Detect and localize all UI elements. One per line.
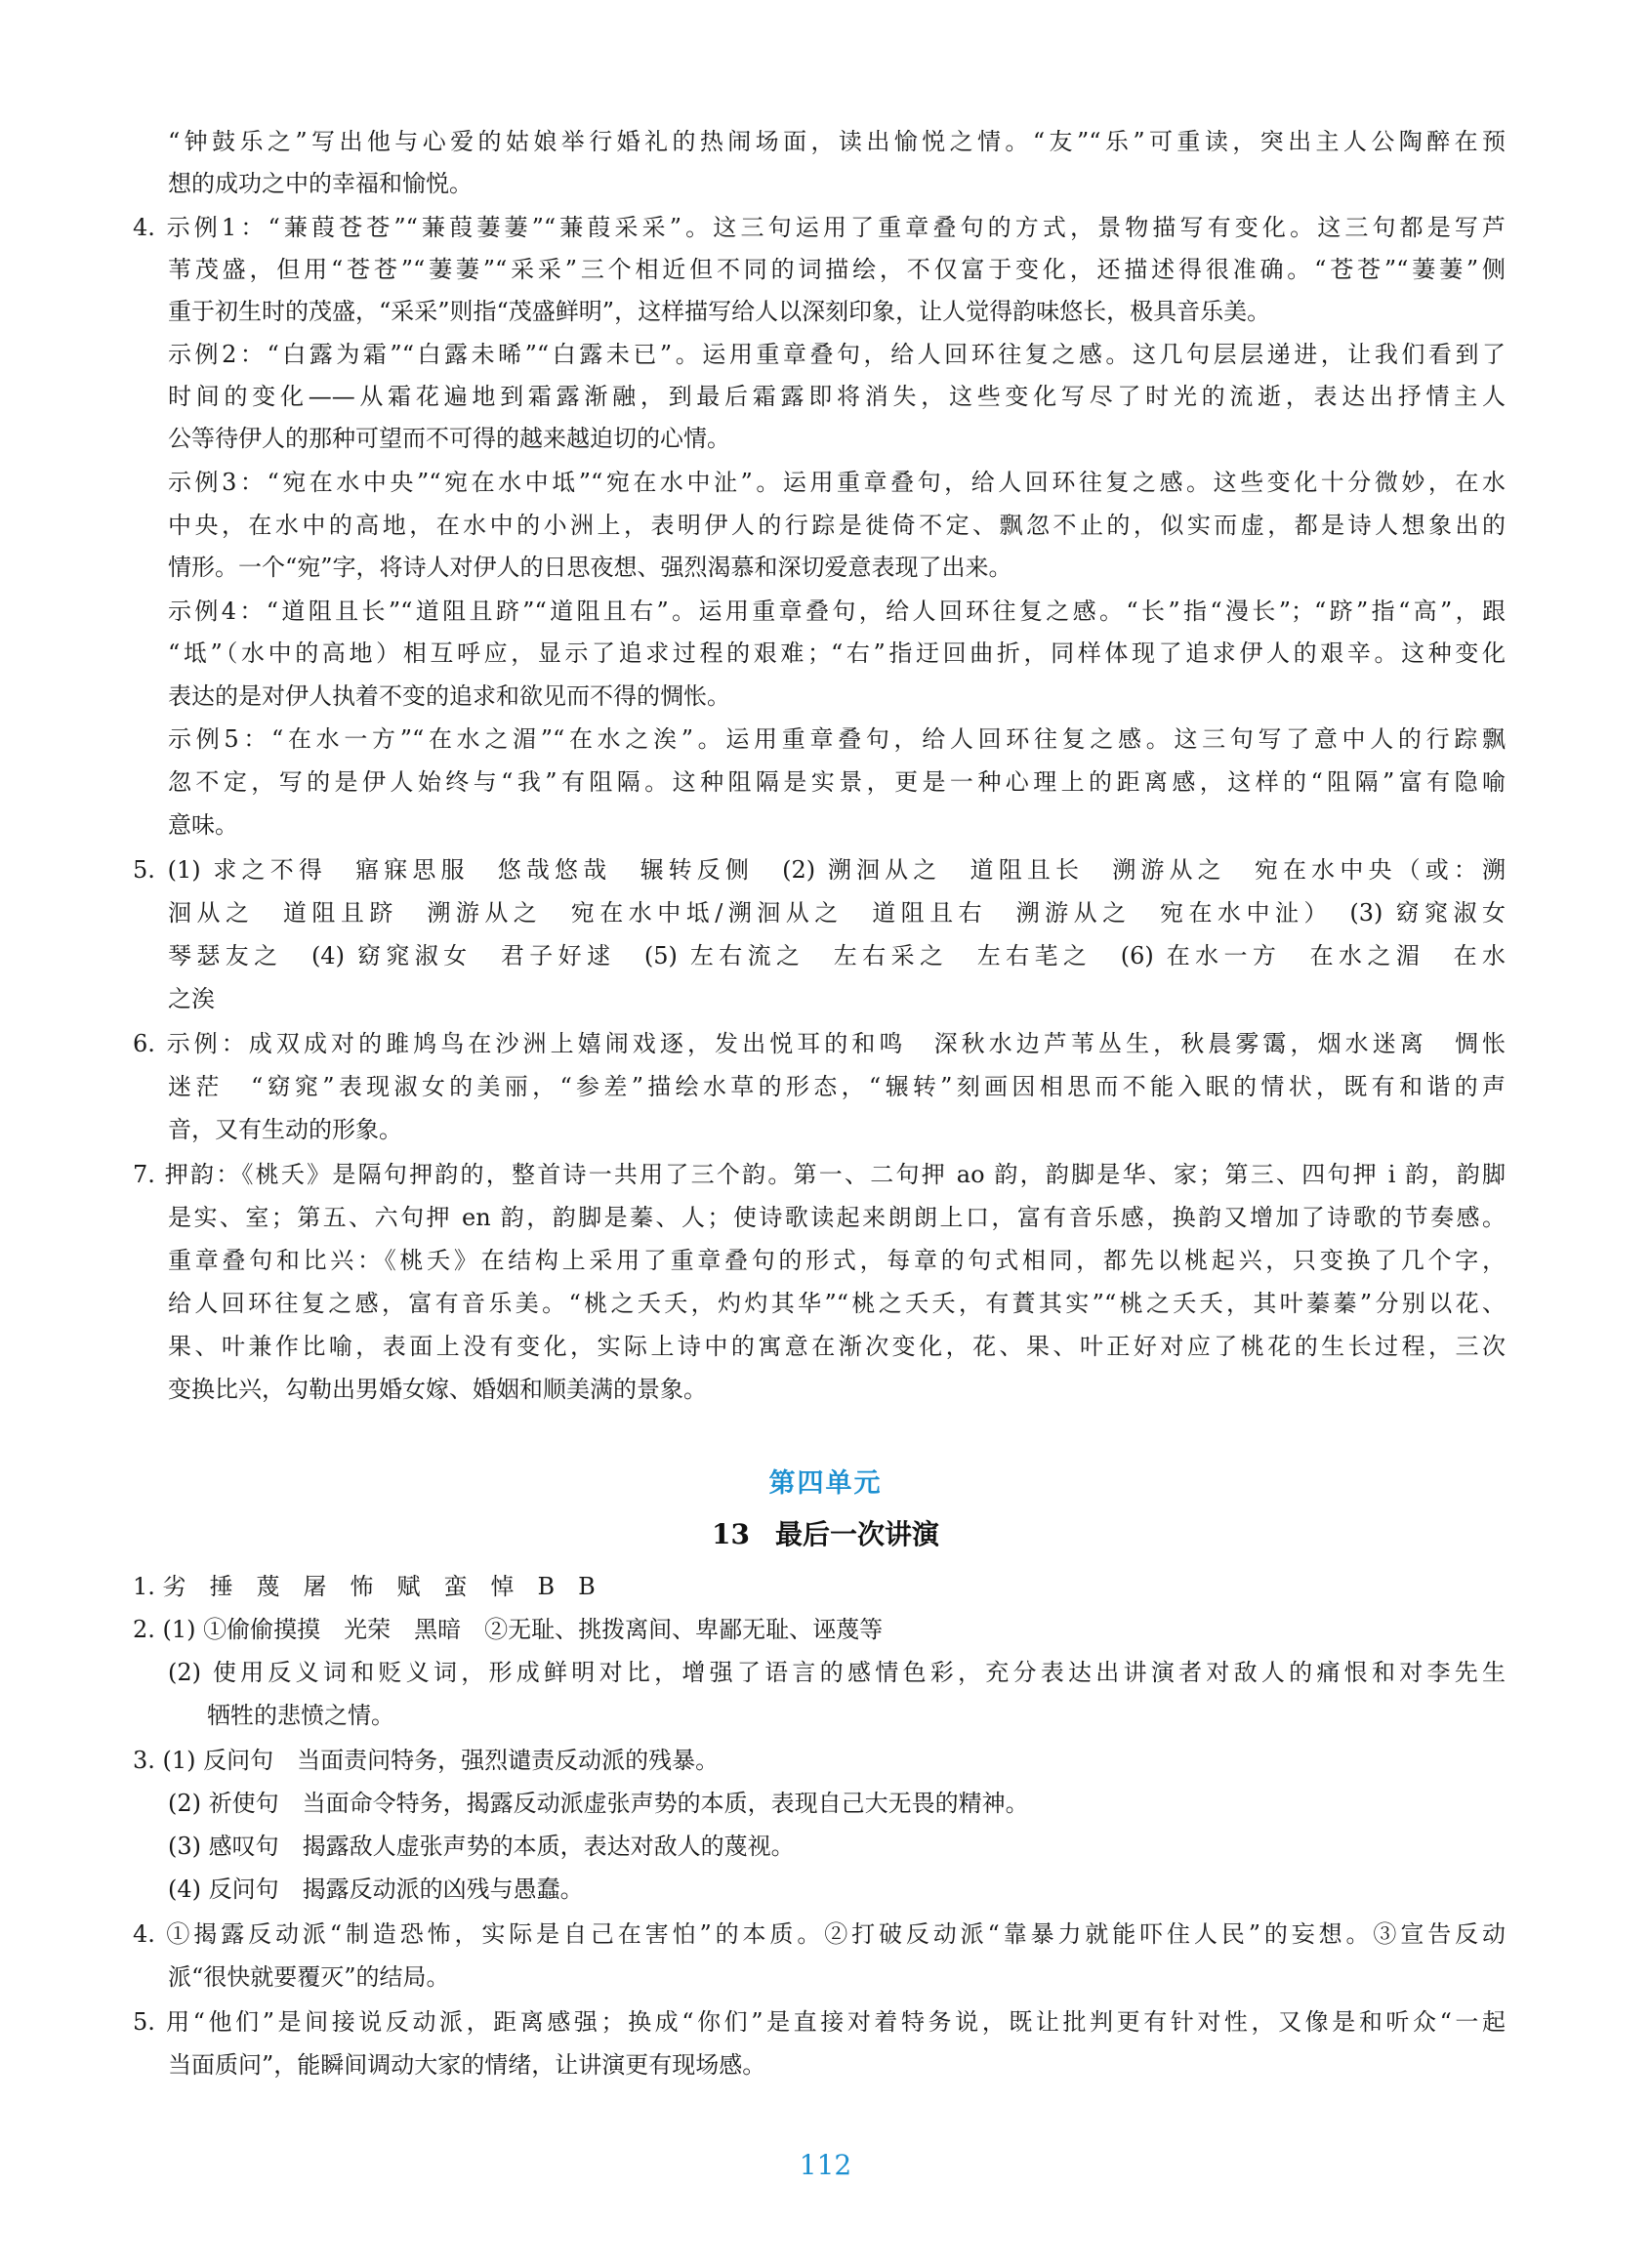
lesson-number: 13 [712,1518,750,1550]
text-line: (2) 使用反义词和贬义词，形成鲜明对比，增强了语言的感情色彩，充分表达出讲演者对敌人的痛恨和对李先生 [168,1659,1506,1686]
text-line: 重于初生时的茂盛，“采采”则指“茂盛鲜明”，这样描写给人以深刻印象，让人觉得韵味悠长，极具音乐美。 [168,298,1271,325]
text-line: 表达的是对伊人执着不变的追求和欲见而不得的惆怅。 [168,682,730,710]
text-line: 2. (1) ①偷偷摸摸 光荣 黑暗 ②无耻、挑拨离间、卑鄙无耻、诬蔑等 [133,1616,884,1643]
page-number: 112 [799,2149,852,2181]
text-line: 给人回环往复之感，富有音乐美。“桃之夭夭，灼灼其华”“桃之夭夭，有蕡其实”“桃之夭夭，其叶蓁蓁”分别以花、 [168,1290,1506,1317]
text-line: 苇茂盛，但用“苍苍”“萋萋”“采采”三个相近但不同的词描绘，不仅富于变化，还描述得很准确。“苍苍”“萋萋”侧 [168,256,1506,283]
text-line: 情形。一个“宛”字，将诗人对伊人的日思夜想、强烈渴慕和深切爱意表现了出来。 [168,554,1012,581]
text-line: 派“很快就要覆灭”的结局。 [168,1963,450,1991]
text-line: 变换比兴，勾勒出男婚女嫁、婚姻和顺美满的景象。 [168,1376,707,1403]
text-line: 时间的变化——从霜花遍地到霜露渐融，到最后霜露即将消失，这些变化写尽了时光的流逝，表达出抒情主人 [168,383,1506,410]
lesson-name: 最后一次讲演 [774,1518,939,1550]
text-line: 当面质问”，能瞬间调动大家的情绪，让讲演更有现场感。 [168,2051,766,2079]
text-line: 4. 示例1：“蒹葭苍苍”“蒹葭萋萋”“蒹葭采采”。这三句运用了重章叠句的方式，景物描写有变化。这三句都是写芦 [133,214,1506,241]
text-line: 果、叶兼作比喻，表面上没有变化，实际上诗中的寓意在渐次变化，花、果、叶正好对应了桃花的生长过程，三次 [168,1333,1506,1360]
text-line: 6. 示例：成双成对的雎鸠鸟在沙洲上嬉闹戏逐，发出悦耳的和鸣 深秋水边芦苇丛生，秋晨雾霭，烟水迷离 惆怅 [133,1030,1506,1057]
text-line: 迷茫 “窈窕”表现淑女的美丽，“参差”描绘水草的形态，“辗转”刻画因相思而不能入眠的情状，既有和谐的声 [168,1073,1506,1100]
text-line: 意味。 [168,811,238,839]
text-line: 1. 劣 捶 蔑 屠 怖 赋 蛮 悼 B B [133,1573,596,1600]
text-line: 5. (1) 求之不得 寤寐思服 悠哉悠哉 辗转反侧 (2) 溯洄从之 道阻且长 溯游从之 宛在水中央（或：溯 [133,856,1506,884]
text-line: 示例2：“白露为霜”“白露未晞”“白露未已”。运用重章叠句，给人回环往复之感。这几句层层递进，让我们看到了 [168,341,1506,368]
text-line: “钟鼓乐之”写出他与心爱的姑娘举行婚礼的热闹场面，读出愉悦之情。“友”“乐”可重读，突出主人公陶醉在预 [168,128,1506,155]
text-line: 4. ①揭露反动派“制造恐怖，实际是自己在害怕”的本质。②打破反动派“靠暴力就能吓住人民”的妄想。③宣告反动 [133,1920,1506,1948]
text-line: 之涘 [168,985,215,1012]
text-line: “坻”（水中的高地）相互呼应，显示了追求过程的艰难；“右”指迂回曲折，同样体现了追求伊人的艰辛。这种变化 [168,639,1506,667]
text-line: 7. 押韵：《桃夭》是隔句押韵的，整首诗一共用了三个韵。第一、二句押 ao 韵，韵脚是华、家；第三、四句押 i 韵，韵脚 [133,1161,1506,1188]
text-line: 中央，在水中的高地，在水中的小洲上，表明伊人的行踪是徙倚不定、飘忽不止的，似实而虚，都是诗人想象出的 [168,512,1506,539]
text-line: (4) 反问句 揭露反动派的凶残与愚蠢。 [168,1876,584,1903]
text-line: 3. (1) 反问句 当面责问特务，强烈谴责反动派的残暴。 [133,1747,720,1774]
text-line: 示例4：“道阻且长”“道阻且跻”“道阻且右”。运用重章叠句，给人回环往复之感。“长”指“漫长”；“跻”指“高”，跟 [168,598,1506,625]
text-line: 是实、室；第五、六句押 en 韵，韵脚是蓁、人；使诗歌读起来朗朗上口，富有音乐感，换韵又增加了诗歌的节奏感。 [168,1204,1506,1231]
text-line: 公等待伊人的那种可望而不可得的越来越迫切的心情。 [168,425,730,452]
text-line: 示例3：“宛在水中央”“宛在水中坻”“宛在水中沚”。运用重章叠句，给人回环往复之感。这些变化十分微妙，在水 [168,469,1506,496]
unit-title: 第四单元 [768,1468,883,1499]
lesson-title [0,1515,1651,1554]
text-line: 音，又有生动的形象。 [168,1116,402,1143]
text-line: 牺牲的悲愤之情。 [207,1702,394,1729]
text-line: 5. 用“他们”是间接说反动派，距离感强；换成“你们”是直接对着特务说，既让批判更有针对性，又像是和听众“一起 [133,2008,1506,2036]
text-line: 重章叠句和比兴：《桃夭》在结构上采用了重章叠句的形式，每章的句式相同，都先以桃起兴，只变换了几个字， [168,1247,1506,1274]
text-line: 示例5：“在水一方”“在水之湄”“在水之涘”。运用重章叠句，给人回环往复之感。这三句写了意中人的行踪飘 [168,725,1506,753]
text-line: 洄从之 道阻且跻 溯游从之 宛在水中坻/溯洄从之 道阻且右 溯游从之 宛在水中沚） (3) 窈窕淑女 [168,899,1506,927]
text-line: 忽不定，写的是伊人始终与“我”有阻隔。这种阻隔是实景，更是一种心理上的距离感，这样的“阻隔”富有隐喻 [168,768,1506,796]
text-line: (3) 感叹句 揭露敌人虚张声势的本质，表达对敌人的蔑视。 [168,1833,795,1860]
text-line: 想的成功之中的幸福和愉悦。 [168,170,473,197]
text-line: (2) 祈使句 当面命令特务，揭露反动派虚张声势的本质，表现自己大无畏的精神。 [168,1790,1029,1817]
text-line: 琴瑟友之 (4) 窈窕淑女 君子好逑 (5) 左右流之 左右采之 左右芼之 (6) 在水一方 在水之湄 在水 [168,942,1506,969]
